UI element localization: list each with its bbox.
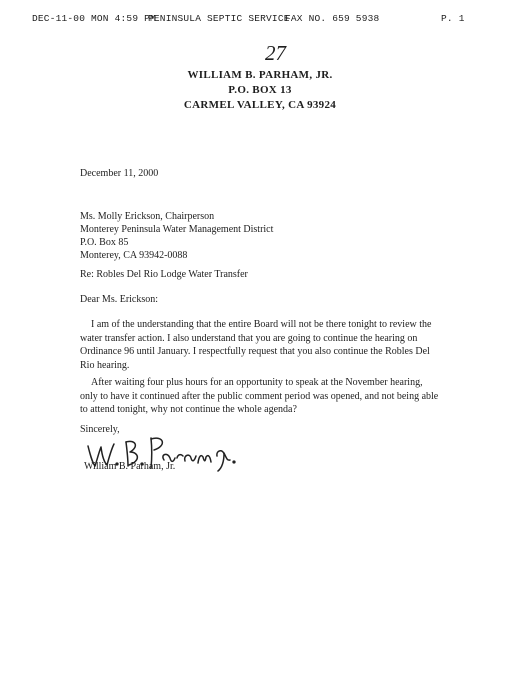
paragraph-1-line: Rio hearing. bbox=[80, 359, 130, 371]
paragraph-2-line: to attend tonight, why not continue the whole agenda? bbox=[80, 404, 297, 415]
fax-date-time: DEC-11-00 MON 4:59 PM bbox=[32, 13, 156, 24]
letterhead-city: CARMEL VALLEY, CA 93924 bbox=[183, 99, 337, 111]
recipient-line-4: Monterey, CA 93942-0088 bbox=[80, 250, 188, 261]
letterhead-box: P.O. BOX 13 bbox=[228, 84, 292, 96]
signer-name: William B. Parham, Jr. bbox=[84, 461, 176, 472]
fax-sender: PENINSULA SEPTIC SERVICE bbox=[148, 13, 290, 24]
page-mark: 27 bbox=[265, 41, 286, 65]
paragraph-2 bbox=[80, 376, 438, 417]
recipient-line-2: Monterey Peninsula Water Management District bbox=[80, 224, 274, 235]
salutation: Dear Ms. Erickson: bbox=[80, 294, 159, 305]
subject-line: Re: Robles Del Rio Lodge Water Transfer bbox=[80, 269, 248, 280]
letter-date: December 11, 2000 bbox=[80, 168, 159, 179]
paragraph-1 bbox=[80, 318, 431, 372]
recipient-line-3: P.O. Box 85 bbox=[80, 237, 129, 248]
recipient-line-1: Ms. Molly Erickson, Chairperson bbox=[80, 211, 215, 222]
letterhead-name: WILLIAM B. PARHAM, JR. bbox=[187, 69, 333, 81]
fax-page: P. 1 bbox=[441, 13, 465, 24]
paragraph-2-line: only to have it continued after the public comment period was opened, and not being able bbox=[80, 390, 439, 402]
closing: Sincerely, bbox=[80, 424, 120, 435]
paragraph-1-line: Ordinance 96 until January. I respectfully request that you also continue the Robles Del bbox=[80, 346, 430, 357]
paragraph-2-line: After waiting four plus hours for an opportunity to speak at the November hearing, bbox=[91, 377, 423, 388]
fax-number: FAX NO. 659 5938 bbox=[285, 13, 380, 24]
paragraph-1-line: I am of the understanding that the entire Board will not be there tonight to review the bbox=[91, 319, 432, 330]
paragraph-1-line: water transfer action. I also understand that you are going to continue the hearing on bbox=[80, 332, 418, 344]
